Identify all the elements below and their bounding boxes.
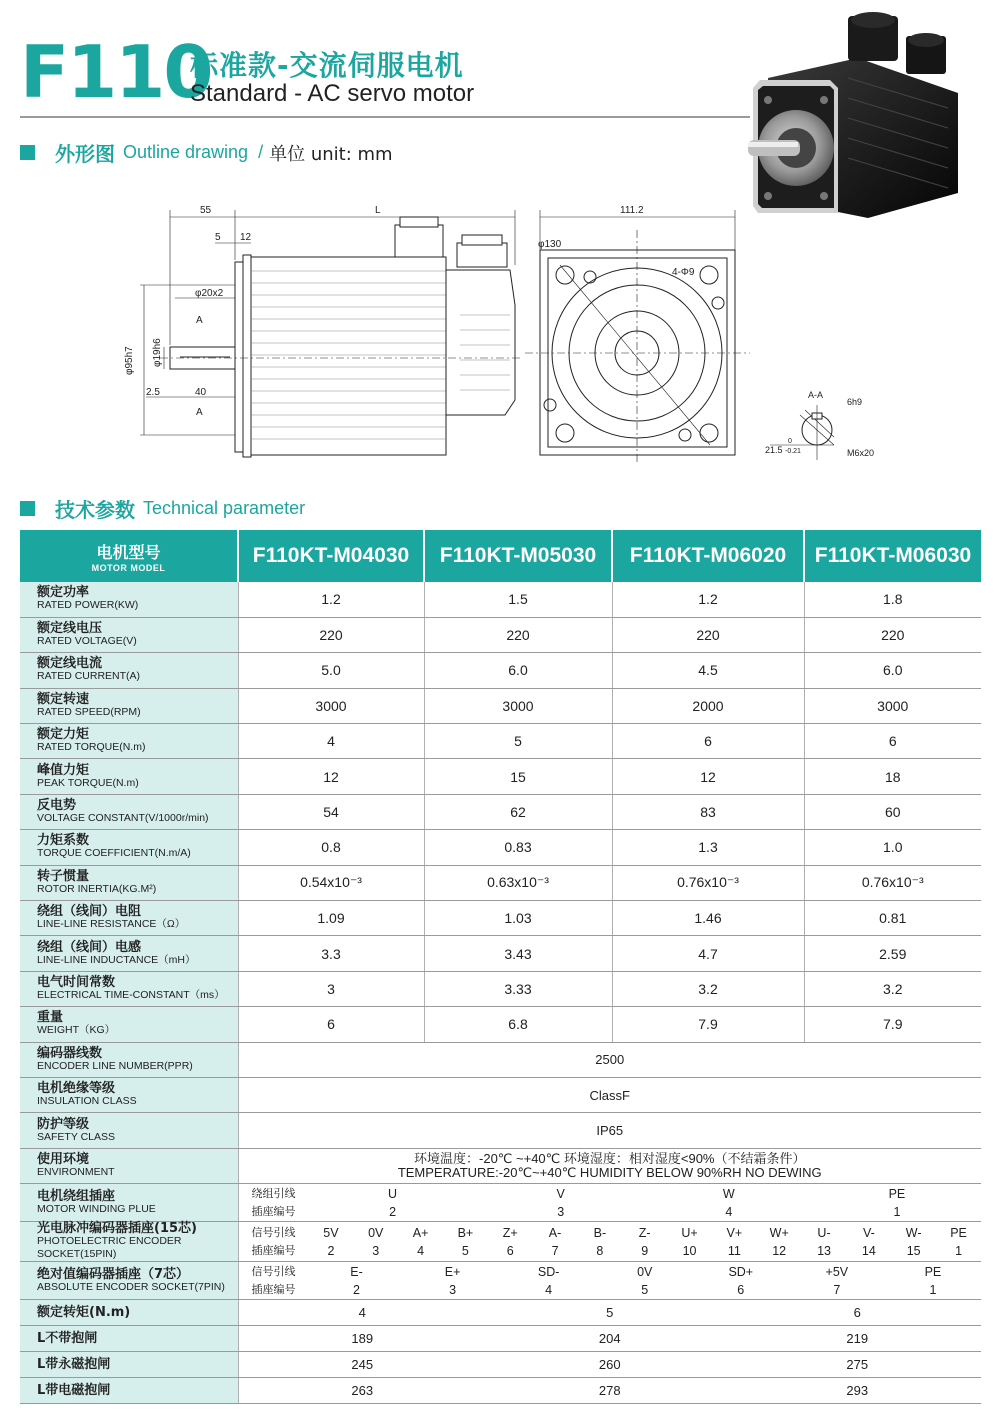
param-value: 5 bbox=[424, 724, 612, 759]
section-marker bbox=[20, 501, 35, 516]
param-value: 0.76x10⁻³ bbox=[804, 865, 981, 900]
table-row bbox=[20, 759, 981, 794]
param-label-en: ENCODER LINE NUMBER(PPR) bbox=[37, 1059, 193, 1072]
param-label-en: RATED POWER(KW) bbox=[37, 599, 139, 612]
length-value-grid bbox=[239, 1330, 982, 1348]
signal-name: PE bbox=[888, 1186, 906, 1201]
pin-number: 3 bbox=[557, 1204, 565, 1219]
param-label bbox=[20, 724, 238, 759]
socket-pin-table bbox=[238, 1222, 981, 1262]
param-value: 220 bbox=[238, 617, 424, 652]
param-value: 0.83 bbox=[424, 830, 612, 865]
table-row bbox=[20, 653, 981, 688]
param-value: 3000 bbox=[424, 688, 612, 723]
param-label-cn: 绝对值编码器插座（7芯） bbox=[37, 1266, 190, 1282]
param-label-cn: 绕组（线间）电阻 bbox=[37, 904, 142, 920]
param-label bbox=[20, 936, 238, 971]
signal-name: A+ bbox=[412, 1225, 429, 1240]
param-label-en: RATED CURRENT(A) bbox=[37, 670, 141, 683]
tech-title-en: Technical parameter bbox=[143, 498, 306, 518]
signal-name: B- bbox=[593, 1225, 607, 1240]
param-label bbox=[20, 1222, 238, 1262]
param-label-cn: 力矩系数 bbox=[37, 833, 90, 849]
pin-number: 5 bbox=[461, 1243, 469, 1258]
param-label-en: WEIGHT（KG） bbox=[37, 1024, 116, 1037]
table-row bbox=[20, 1007, 981, 1042]
dim-2-5: 2.5 bbox=[146, 387, 160, 398]
param-value: 1.09 bbox=[238, 901, 424, 936]
pin-number: 2 bbox=[327, 1243, 335, 1258]
table-row bbox=[20, 582, 981, 617]
param-value: 7.9 bbox=[612, 1007, 804, 1042]
length-value: 204 bbox=[598, 1330, 621, 1346]
param-label bbox=[20, 1113, 238, 1148]
pin-map-row bbox=[239, 1281, 982, 1299]
dim-55: 55 bbox=[200, 205, 212, 216]
param-value: 18 bbox=[804, 759, 981, 794]
param-value: 1.8 bbox=[804, 582, 981, 617]
param-label bbox=[20, 1042, 238, 1077]
param-value: 3.43 bbox=[424, 936, 612, 971]
pin-number: 6 bbox=[506, 1243, 514, 1258]
table-row bbox=[20, 936, 981, 971]
signal-name: Z+ bbox=[502, 1225, 518, 1240]
param-label-cn: 额定力矩 bbox=[37, 727, 90, 743]
length-values bbox=[238, 1378, 981, 1404]
param-label bbox=[20, 1262, 238, 1300]
param-label bbox=[20, 1300, 238, 1326]
param-value: 6.0 bbox=[804, 653, 981, 688]
dim-phi19: φ19h6 bbox=[152, 338, 163, 367]
section-a-bottom: A bbox=[196, 407, 203, 418]
rated-torque-row bbox=[20, 1300, 981, 1326]
param-value: 0.63x10⁻³ bbox=[424, 865, 612, 900]
param-label bbox=[20, 582, 238, 617]
param-value: 3.33 bbox=[424, 971, 612, 1006]
signal-name: W- bbox=[905, 1225, 922, 1240]
pin-number: 7 bbox=[833, 1282, 841, 1297]
param-label-cn: 额定转矩(N.m) bbox=[37, 1305, 131, 1321]
pin-number: 3 bbox=[372, 1243, 380, 1258]
signal-name: Z- bbox=[638, 1225, 651, 1240]
param-label-en: VOLTAGE CONSTANT(V/1000r/min) bbox=[37, 812, 209, 825]
pin-map-key: 信号引线 bbox=[251, 1264, 296, 1278]
section-aa-label: A-A bbox=[808, 390, 824, 400]
environment-line-cn: 环境温度：-20℃ ~+40℃ 环境湿度：相对湿度<90%（不结霜条件） bbox=[414, 1150, 806, 1166]
socket-pin-table bbox=[238, 1262, 981, 1300]
pin-number: 4 bbox=[725, 1204, 733, 1219]
spec-table bbox=[20, 530, 981, 1404]
param-value: 0.8 bbox=[238, 830, 424, 865]
table-row bbox=[20, 865, 981, 900]
param-value: 4.7 bbox=[612, 936, 804, 971]
length-value-row bbox=[239, 1304, 982, 1322]
pin-number: 10 bbox=[682, 1243, 697, 1258]
param-label-cn: 重量 bbox=[37, 1010, 64, 1026]
length-value: 4 bbox=[358, 1304, 366, 1320]
param-value: 3.3 bbox=[238, 936, 424, 971]
pin-number: 7 bbox=[551, 1243, 559, 1258]
param-value: 6.8 bbox=[424, 1007, 612, 1042]
pin-number: 2 bbox=[353, 1282, 360, 1297]
param-value: 0.81 bbox=[804, 901, 981, 936]
signal-name: U- bbox=[817, 1225, 831, 1240]
param-label-en: RATED TORQUE(N.m) bbox=[37, 741, 146, 754]
param-label bbox=[20, 1352, 238, 1378]
pin-number: 6 bbox=[737, 1282, 745, 1297]
dim-40: 40 bbox=[195, 387, 207, 398]
pin-map-key: 插座编号 bbox=[251, 1243, 296, 1257]
dim-5: 5 bbox=[215, 232, 221, 243]
param-label-cn: L不带抱闸 bbox=[37, 1331, 98, 1347]
pin-number: 5 bbox=[641, 1282, 649, 1297]
pin-map-row bbox=[239, 1263, 982, 1281]
side-view bbox=[140, 210, 520, 457]
signal-name: 0V bbox=[368, 1225, 384, 1240]
param-value: 1.2 bbox=[612, 582, 804, 617]
dim-tol-upper: 0 bbox=[788, 438, 792, 445]
title-chinese: 标准款-交流伺服电机 bbox=[190, 49, 464, 82]
param-value: 7.9 bbox=[804, 1007, 981, 1042]
param-label-en: RATED VOLTAGE(V) bbox=[37, 635, 137, 648]
length-values bbox=[238, 1352, 981, 1378]
param-label bbox=[20, 1378, 238, 1404]
param-value: 0.54x10⁻³ bbox=[238, 865, 424, 900]
param-label bbox=[20, 830, 238, 865]
pin-number: 9 bbox=[641, 1243, 649, 1258]
param-label-en: PEAK TORQUE(N.m) bbox=[37, 776, 139, 789]
param-value: 2.59 bbox=[804, 936, 981, 971]
param-label-cn: 编码器线数 bbox=[37, 1045, 103, 1061]
table-row bbox=[20, 830, 981, 865]
table-row bbox=[20, 901, 981, 936]
length-value-row bbox=[239, 1356, 982, 1374]
length-value: 275 bbox=[846, 1356, 869, 1372]
absolute-encoder-socket-row bbox=[20, 1262, 981, 1300]
table-row bbox=[20, 794, 981, 829]
param-value: 6 bbox=[238, 1007, 424, 1042]
section-marker bbox=[20, 145, 35, 160]
header-rule bbox=[20, 116, 750, 118]
pin-number: 13 bbox=[817, 1243, 831, 1258]
param-label-en: LINE-LINE INDUCTANCE（mH） bbox=[37, 953, 196, 966]
signal-name: A- bbox=[548, 1225, 562, 1240]
pin-number: 2 bbox=[389, 1204, 397, 1219]
length-row bbox=[20, 1378, 981, 1404]
length-value: 5 bbox=[606, 1304, 614, 1320]
param-value: 1.2 bbox=[238, 582, 424, 617]
section-a-top: A bbox=[196, 315, 203, 326]
pin-number: 14 bbox=[861, 1243, 876, 1258]
param-label bbox=[20, 759, 238, 794]
tech-title-cn: 技术参数 bbox=[55, 498, 135, 522]
param-value: 12 bbox=[238, 759, 424, 794]
param-value: 3.2 bbox=[612, 971, 804, 1006]
signal-name: SD- bbox=[537, 1264, 560, 1279]
length-values bbox=[238, 1326, 981, 1352]
param-label-cn: 转子惯量 bbox=[37, 868, 90, 884]
model-column-3: F110KT-M06020 bbox=[612, 530, 804, 582]
param-label-en: MOTOR WINDING PLUE bbox=[37, 1202, 156, 1215]
pin-number: 15 bbox=[906, 1243, 921, 1258]
param-label-cn: 使用环境 bbox=[37, 1151, 90, 1167]
param-value: 1.3 bbox=[612, 830, 804, 865]
socket-pin-table bbox=[238, 1184, 981, 1222]
motor-model-header bbox=[20, 530, 238, 582]
pin-number: 3 bbox=[449, 1282, 457, 1297]
param-value: 220 bbox=[424, 617, 612, 652]
param-label-cn: 电机绕组插座 bbox=[37, 1188, 116, 1204]
pin-map-row bbox=[239, 1185, 982, 1203]
param-value: 5.0 bbox=[238, 653, 424, 688]
param-value: 220 bbox=[612, 617, 804, 652]
model-column-2: F110KT-M05030 bbox=[424, 530, 612, 582]
param-label-cn: L带电磁抱闸 bbox=[37, 1383, 111, 1399]
outline-drawing bbox=[120, 195, 880, 470]
model-column-1: F110KT-M04030 bbox=[238, 530, 424, 582]
param-label bbox=[20, 688, 238, 723]
param-label bbox=[20, 1326, 238, 1352]
param-value: 1.46 bbox=[612, 901, 804, 936]
param-value: 4.5 bbox=[612, 653, 804, 688]
pin-number: 12 bbox=[772, 1243, 787, 1258]
signal-name: W+ bbox=[769, 1225, 789, 1240]
param-value: 15 bbox=[424, 759, 612, 794]
length-value-grid bbox=[239, 1304, 982, 1322]
safety-value: IP65 bbox=[238, 1113, 981, 1148]
dim-111-2: 111.2 bbox=[620, 205, 644, 216]
param-label-en: RATED SPEED(RPM) bbox=[37, 705, 141, 718]
signal-name: E+ bbox=[444, 1264, 461, 1279]
table-row bbox=[20, 724, 981, 759]
param-label-cn: 防护等级 bbox=[37, 1116, 90, 1132]
param-value: 1.0 bbox=[804, 830, 981, 865]
length-value-grid bbox=[239, 1382, 982, 1400]
param-label-cn: 电机绝缘等级 bbox=[37, 1081, 116, 1097]
param-value: 62 bbox=[424, 794, 612, 829]
model-column-4: F110KT-M06030 bbox=[804, 530, 981, 582]
param-label-en: ROTOR INERTIA(KG.M²) bbox=[37, 882, 157, 895]
table-row bbox=[20, 971, 981, 1006]
signal-name: PE bbox=[924, 1264, 942, 1279]
pin-number: 1 bbox=[893, 1204, 901, 1219]
servo-motor-image bbox=[748, 8, 970, 218]
param-label-cn: 额定功率 bbox=[37, 585, 90, 601]
signal-name: U+ bbox=[681, 1225, 698, 1240]
length-value: 293 bbox=[846, 1382, 869, 1398]
pin-map bbox=[239, 1263, 982, 1299]
length-value-grid bbox=[239, 1356, 982, 1374]
pin-number: 1 bbox=[929, 1282, 937, 1297]
param-value: 220 bbox=[804, 617, 981, 652]
param-label-en: TORQUE COEFFICIENT(N.m/A) bbox=[37, 847, 191, 860]
param-value: 3000 bbox=[804, 688, 981, 723]
dim-phi130: φ130 bbox=[538, 239, 562, 250]
outline-title-en: Outline drawing bbox=[123, 142, 249, 162]
signal-name: B+ bbox=[457, 1225, 474, 1240]
length-value: 263 bbox=[351, 1382, 374, 1398]
length-values bbox=[238, 1300, 981, 1326]
param-value: 1.03 bbox=[424, 901, 612, 936]
signal-name: V bbox=[556, 1186, 565, 1201]
dim-21-5: 21.5 bbox=[765, 445, 783, 455]
signal-name: PE bbox=[950, 1225, 967, 1240]
length-value: 189 bbox=[351, 1330, 374, 1346]
environment-row bbox=[20, 1148, 981, 1183]
param-label-cn: 电气时间常数 bbox=[37, 974, 116, 990]
pin-map-key: 信号引线 bbox=[251, 1225, 296, 1239]
table-row bbox=[20, 1113, 981, 1148]
param-label bbox=[20, 653, 238, 688]
param-label-cn: 光电脉冲编码器插座(15芯) bbox=[37, 1221, 197, 1237]
length-value: 245 bbox=[351, 1356, 374, 1372]
param-label bbox=[20, 617, 238, 652]
motor-model-header-en: MOTOR MODEL bbox=[91, 562, 166, 573]
table-row bbox=[20, 617, 981, 652]
param-value: 0.76x10⁻³ bbox=[612, 865, 804, 900]
length-value-row bbox=[239, 1330, 982, 1348]
pin-map bbox=[239, 1185, 982, 1221]
param-label-en: ABSOLUTE ENCODER SOCKET(7PIN) bbox=[37, 1280, 225, 1293]
signal-name: U bbox=[388, 1186, 398, 1201]
environment-value bbox=[238, 1148, 981, 1183]
param-label-en: ENVIRONMENT bbox=[37, 1165, 115, 1178]
dim-key: 6h9 bbox=[847, 397, 863, 407]
param-label bbox=[20, 901, 238, 936]
outline-section-title bbox=[20, 138, 393, 167]
param-label-en: LINE-LINE RESISTANCE（Ω） bbox=[37, 918, 186, 931]
pin-number: 11 bbox=[727, 1243, 741, 1258]
pin-map-row bbox=[239, 1242, 982, 1260]
param-value: 1.5 bbox=[424, 582, 612, 617]
param-label-cn: 峰值力矩 bbox=[37, 762, 90, 778]
param-value: 83 bbox=[612, 794, 804, 829]
dim-phi95: φ95h7 bbox=[124, 346, 135, 375]
motor-model-header-cn: 电机型号 bbox=[96, 542, 161, 562]
signal-name: 5V bbox=[323, 1225, 339, 1240]
table-row bbox=[20, 1042, 981, 1077]
signal-name: V+ bbox=[726, 1225, 743, 1240]
pin-number: 1 bbox=[955, 1243, 963, 1258]
dim-L: L bbox=[375, 205, 381, 216]
insulation-value: ClassF bbox=[238, 1077, 981, 1112]
param-label bbox=[20, 971, 238, 1006]
motor-winding-socket-row bbox=[20, 1184, 981, 1222]
signal-name: SD+ bbox=[728, 1264, 754, 1279]
length-value: 278 bbox=[598, 1382, 621, 1398]
param-label-cn: 额定线电压 bbox=[37, 621, 103, 637]
length-row bbox=[20, 1352, 981, 1378]
param-label bbox=[20, 1077, 238, 1112]
param-label-en: SAFETY CLASS bbox=[37, 1130, 116, 1143]
param-value: 6.0 bbox=[424, 653, 612, 688]
table-row bbox=[20, 688, 981, 723]
param-value: 60 bbox=[804, 794, 981, 829]
param-value: 2000 bbox=[612, 688, 804, 723]
param-label-cn: 额定线电流 bbox=[37, 656, 103, 672]
outline-title-cn: 外形图 bbox=[55, 142, 115, 166]
pin-map-row bbox=[239, 1224, 982, 1242]
signal-name: +5V bbox=[825, 1264, 849, 1279]
pin-map-key: 插座编号 bbox=[251, 1282, 296, 1296]
pin-map bbox=[239, 1224, 982, 1260]
param-value: 6 bbox=[612, 724, 804, 759]
pin-number: 8 bbox=[596, 1243, 604, 1258]
outline-unit: 单位 unit: mm bbox=[269, 143, 393, 165]
signal-name: E- bbox=[350, 1264, 363, 1279]
param-label bbox=[20, 1148, 238, 1183]
signal-name: 0V bbox=[637, 1264, 653, 1279]
pin-map-row bbox=[239, 1203, 982, 1221]
table-header-row bbox=[20, 530, 981, 582]
param-label-cn: 额定转速 bbox=[37, 691, 90, 707]
param-label bbox=[20, 1184, 238, 1222]
param-value: 6 bbox=[804, 724, 981, 759]
param-label-cn: 绕组（线间）电感 bbox=[37, 939, 142, 955]
environment-line-en: TEMPERATURE:-20℃~+40℃ HUMIDITY BELOW 90%RH NO DEWING bbox=[397, 1164, 822, 1180]
pin-number: 4 bbox=[545, 1282, 553, 1297]
param-value: 54 bbox=[238, 794, 424, 829]
param-label bbox=[20, 865, 238, 900]
param-label-cn: 反电势 bbox=[37, 798, 77, 814]
param-label-cn: L带永磁抱闸 bbox=[37, 1357, 111, 1373]
signal-name: W bbox=[722, 1186, 735, 1201]
pin-map-key: 绕组引线 bbox=[251, 1186, 296, 1200]
dim-thread: M6x20 bbox=[847, 448, 875, 458]
param-value: 12 bbox=[612, 759, 804, 794]
pin-map-key: 插座编号 bbox=[251, 1204, 296, 1218]
param-value: 3 bbox=[238, 971, 424, 1006]
length-value-row bbox=[239, 1382, 982, 1400]
length-row bbox=[20, 1326, 981, 1352]
encoder-value: 2500 bbox=[238, 1042, 981, 1077]
dim-shaft: φ20x2 bbox=[195, 288, 224, 299]
title-english: Standard - AC servo motor bbox=[190, 80, 475, 107]
photoelectric-encoder-socket-row bbox=[20, 1222, 981, 1262]
length-value: 6 bbox=[853, 1304, 861, 1320]
table-row bbox=[20, 1077, 981, 1112]
param-value: 3000 bbox=[238, 688, 424, 723]
param-label-en: PHOTOELECTRIC ENCODER SOCKET(15PIN) bbox=[37, 1235, 182, 1261]
param-label-en: ELECTRICAL TIME-CONSTANT（ms） bbox=[37, 988, 225, 1001]
length-value: 260 bbox=[598, 1356, 621, 1372]
tech-section-title bbox=[20, 494, 305, 523]
pin-number: 4 bbox=[417, 1243, 425, 1258]
param-label bbox=[20, 1007, 238, 1042]
param-label-en: INSULATION CLASS bbox=[37, 1095, 137, 1108]
outline-separator: / bbox=[258, 142, 264, 162]
param-value: 4 bbox=[238, 724, 424, 759]
length-value: 219 bbox=[846, 1330, 869, 1346]
dim-tol-lower: -0.21 bbox=[785, 448, 801, 455]
param-value: 3.2 bbox=[804, 971, 981, 1006]
model-number: F110 bbox=[20, 30, 212, 114]
dim-holes: 4-Φ9 bbox=[672, 267, 695, 278]
param-label bbox=[20, 794, 238, 829]
dim-12: 12 bbox=[240, 232, 252, 243]
signal-name: V- bbox=[862, 1225, 875, 1240]
